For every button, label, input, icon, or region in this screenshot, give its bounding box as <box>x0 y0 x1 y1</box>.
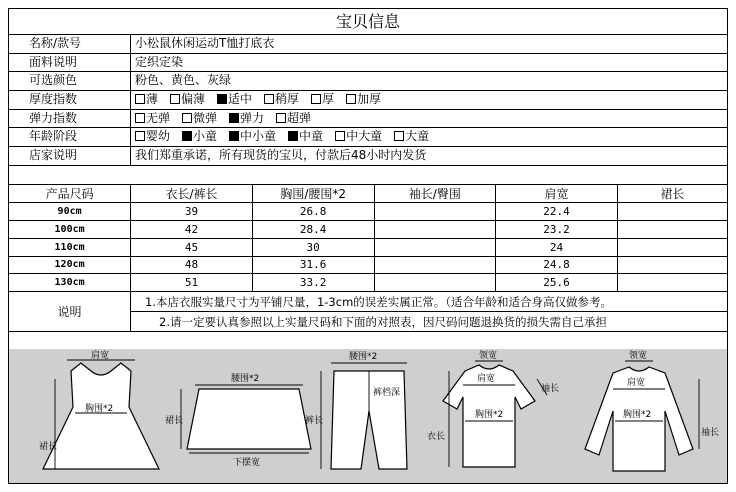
measurement-diagram-svg <box>9 349 727 483</box>
longsleeve-shoulder-label: 肩宽 <box>627 378 646 388</box>
table-cell: 28.4 <box>252 220 374 238</box>
property-row <box>9 147 727 166</box>
notes-line-1: 1.本店衣服实量尺寸为平铺尺量，1-3cm的误差实属正常。（适合年龄和适合身高仅做参考。 <box>131 292 727 312</box>
sheet-title: 宝贝信息 <box>9 9 727 35</box>
table-cell: 120cm <box>9 256 131 274</box>
property-value: 小松鼠休闲运动T恤打底衣 <box>135 36 275 50</box>
option-label: 薄 <box>146 92 159 107</box>
unchecked-box-icon <box>346 94 356 104</box>
table-cell <box>617 238 727 256</box>
property-key: 面料说明 <box>9 54 131 72</box>
table-cell <box>374 274 496 292</box>
property-list <box>9 35 727 166</box>
unchecked-box-icon <box>135 113 145 123</box>
column-header: 产品尺码 <box>9 185 131 203</box>
table-cell <box>374 238 496 256</box>
column-header: 袖长/臀围 <box>374 185 496 203</box>
table-cell: 51 <box>131 274 253 292</box>
skirt-hem-label: 下摆宽 <box>233 458 261 468</box>
unchecked-box-icon <box>170 94 180 104</box>
checked-box-icon <box>182 131 192 141</box>
skirt-illustration <box>187 389 311 449</box>
tshirt-collar-label: 领宽 <box>479 351 498 361</box>
spacer-row <box>9 166 727 185</box>
table-cell: 45 <box>131 238 253 256</box>
option <box>217 91 252 109</box>
option-label: 中大童 <box>346 129 383 144</box>
product-info-sheet <box>8 8 728 484</box>
column-header: 肩宽 <box>496 185 618 203</box>
skirt-length-label: 裙长 <box>165 416 184 426</box>
notes-row <box>9 292 727 332</box>
table-cell: 130cm <box>9 274 131 292</box>
property-row <box>9 110 727 129</box>
table-cell <box>617 256 727 274</box>
table-cell: 33.2 <box>252 274 374 292</box>
option-label: 加厚 <box>357 92 382 107</box>
table-cell: 100cm <box>9 220 131 238</box>
option-label: 婴幼 <box>146 129 171 144</box>
table-row <box>9 220 727 238</box>
table-cell: 31.6 <box>252 256 374 274</box>
property-value: 粉色、黄色、灰绿 <box>135 73 232 88</box>
table-row <box>9 274 727 292</box>
longsleeve-sleeve-label: 袖长 <box>701 428 720 438</box>
dress-illustration <box>43 363 159 469</box>
option <box>182 110 217 128</box>
column-header: 裙长 <box>617 185 727 203</box>
tshirt-sleeve-label: 袖长 <box>541 384 560 394</box>
table-cell: 90cm <box>9 203 131 221</box>
option-label: 无弹 <box>146 110 171 125</box>
checked-box-icon <box>229 113 239 123</box>
table-cell: 39 <box>131 203 253 221</box>
option <box>346 91 381 109</box>
unchecked-box-icon <box>335 131 345 141</box>
option-label: 稍厚 <box>275 92 300 107</box>
notes-label: 说明 <box>9 292 131 331</box>
table-row <box>9 256 727 274</box>
table-cell: 25.6 <box>496 274 618 292</box>
option-label: 适中 <box>228 92 253 107</box>
option <box>135 128 170 146</box>
table-cell <box>617 203 727 221</box>
table-cell: 24.8 <box>496 256 618 274</box>
pants-waist-label: 腰围*2 <box>349 352 378 362</box>
table-cell: 30 <box>252 238 374 256</box>
property-row <box>9 91 727 110</box>
longsleeve-chest-label: 胸围*2 <box>623 410 652 420</box>
option <box>135 110 170 128</box>
option <box>335 128 382 146</box>
option <box>276 110 311 128</box>
option <box>170 91 205 109</box>
property-key: 店家说明 <box>9 147 131 165</box>
table-cell: 42 <box>131 220 253 238</box>
option <box>135 91 158 109</box>
unchecked-box-icon <box>135 94 145 104</box>
option <box>229 128 276 146</box>
option <box>264 91 299 109</box>
skirt-waist-label: 腰围*2 <box>231 374 260 384</box>
option-label: 偏薄 <box>181 92 206 107</box>
checked-box-icon <box>217 94 227 104</box>
property-value <box>131 91 727 109</box>
pants-rise-label: 裤档深 <box>373 388 401 398</box>
property-row <box>9 54 727 73</box>
option <box>229 110 264 128</box>
property-row <box>9 128 727 147</box>
option-label: 中童 <box>299 129 324 144</box>
table-cell <box>374 203 496 221</box>
tshirt-shoulder-label: 肩宽 <box>477 374 496 384</box>
size-table <box>9 185 727 292</box>
property-key: 年龄阶段 <box>9 128 131 146</box>
property-value: 我们郑重承诺，所有现货的宝贝，付款后48小时内发货 <box>135 148 427 163</box>
property-value <box>131 110 727 128</box>
option-label: 厚 <box>322 92 335 107</box>
property-value: 定织定染 <box>135 54 184 69</box>
table-cell: 22.4 <box>496 203 618 221</box>
checked-box-icon <box>229 131 239 141</box>
dress-length-label: 裙长 <box>39 442 58 452</box>
option <box>311 91 334 109</box>
option <box>182 128 217 146</box>
tshirt-chest-label: 胸围*2 <box>475 410 504 420</box>
option-label: 超弹 <box>287 110 312 125</box>
unchecked-box-icon <box>311 94 321 104</box>
option-label: 微弹 <box>193 110 218 125</box>
unchecked-box-icon <box>264 94 274 104</box>
table-cell: 24 <box>496 238 618 256</box>
table-cell <box>374 220 496 238</box>
unchecked-box-icon <box>135 131 145 141</box>
property-key: 可选颜色 <box>9 72 131 90</box>
column-header: 胸围/腰围*2 <box>252 185 374 203</box>
property-value <box>131 128 727 146</box>
checked-box-icon <box>288 131 298 141</box>
property-row <box>9 35 727 54</box>
tshirt-length-label: 衣长 <box>427 432 446 442</box>
table-cell <box>617 274 727 292</box>
option-label: 弹力 <box>240 110 265 125</box>
measurement-diagrams <box>9 349 727 483</box>
property-row <box>9 72 727 91</box>
option <box>394 128 429 146</box>
table-cell <box>617 220 727 238</box>
table-cell: 26.8 <box>252 203 374 221</box>
option-label: 大童 <box>405 129 430 144</box>
table-cell: 48 <box>131 256 253 274</box>
table-cell: 23.2 <box>496 220 618 238</box>
notes-line-2: 2.请一定要认真参照以上实量尺码和下面的对照表，因尺码问题退换货的损失需自己承担 <box>159 315 607 330</box>
property-key: 厚度指数 <box>9 91 131 109</box>
dress-shoulder-label: 肩宽 <box>91 351 110 361</box>
longsleeve-collar-label: 领宽 <box>629 351 648 361</box>
table-cell <box>374 256 496 274</box>
option-label: 小童 <box>193 129 218 144</box>
option-label: 中小童 <box>240 129 277 144</box>
unchecked-box-icon <box>182 113 192 123</box>
property-key: 名称/款号 <box>9 35 131 53</box>
size-table-header <box>9 185 727 203</box>
unchecked-box-icon <box>394 131 404 141</box>
unchecked-box-icon <box>276 113 286 123</box>
dress-chest-label: 胸围*2 <box>85 404 114 414</box>
option <box>288 128 323 146</box>
property-key: 弹力指数 <box>9 110 131 128</box>
column-header: 衣长/裤长 <box>131 185 253 203</box>
pants-length-label: 裤长 <box>305 416 324 426</box>
table-cell: 110cm <box>9 238 131 256</box>
table-row <box>9 238 727 256</box>
table-row <box>9 203 727 221</box>
